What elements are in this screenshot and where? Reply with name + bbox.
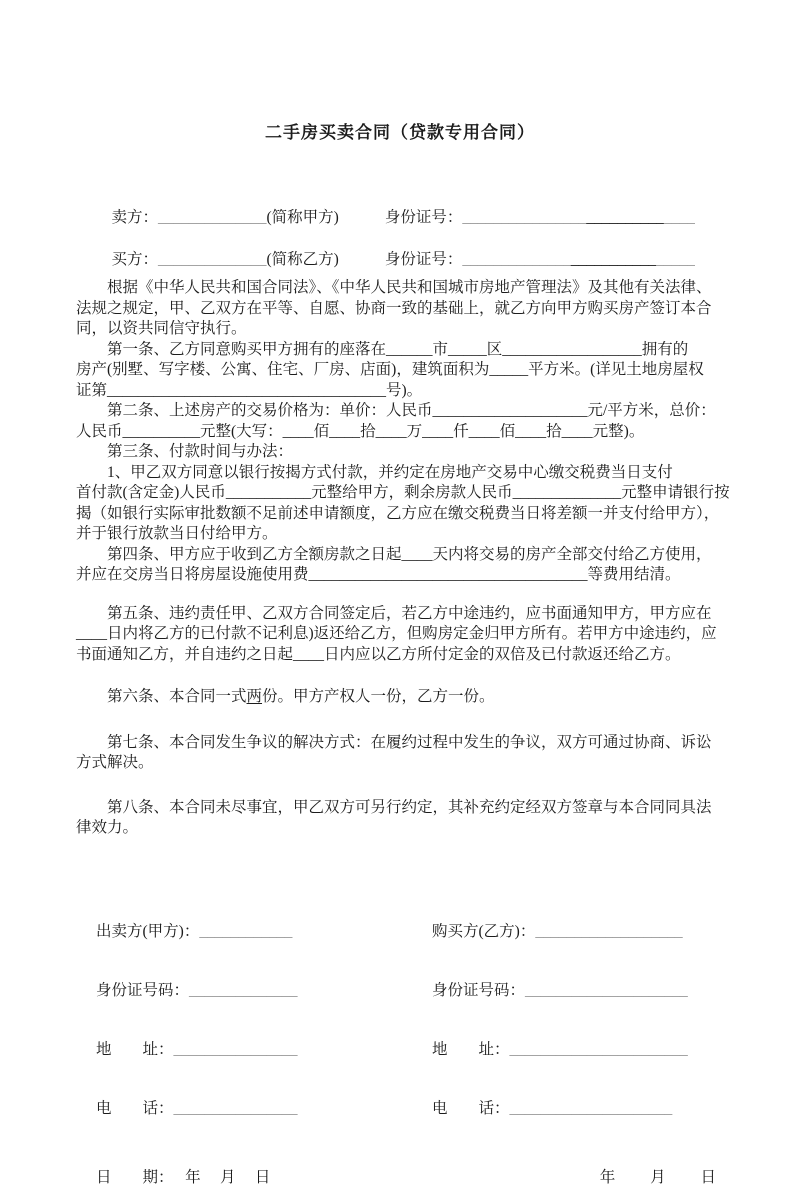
paragraph-clause8 <box>76 798 724 839</box>
paragraph-clause4 <box>76 545 724 586</box>
buyer-line <box>76 230 724 268</box>
contract-line: 方式解决。 <box>76 754 154 771</box>
contract-line: 法规之规定，甲、乙双方在平等、自愿、协商一致的基础上，就乙方向甲方购买房产签订本合 <box>76 299 712 317</box>
seller-sign-phone-blank: ________________ <box>173 1099 298 1117</box>
contract-line: 第一条、乙方同意购买甲方拥有的座落在______市_____区__________________拥有的 <box>76 340 689 358</box>
paragraph-intro <box>76 278 724 340</box>
buyer-id-blank-b: ___________ <box>570 251 657 268</box>
buyer-label: 买方： <box>111 251 159 268</box>
contract-line: 证第____________________________________号)。 <box>76 381 423 399</box>
buyer-id-blank-c: _____ <box>656 251 695 268</box>
seller-sign-name-line <box>96 920 432 943</box>
buyer-sign-id-label: 身份证号码： <box>432 981 526 999</box>
seller-sign-id-line <box>96 979 432 1002</box>
seller-sign-phone-label: 电 话： <box>96 1099 174 1117</box>
contract-line: 律效力。 <box>76 819 139 836</box>
buyer-alias: (简称乙方) <box>266 251 339 268</box>
buyer-sign-address-blank: _______________________ <box>509 1040 688 1058</box>
seller-id-label: 身份证号： <box>384 209 463 226</box>
contract-line: 首付款(含定金)人民币___________元整给甲方，剩余房款人民币______________元整申请银行按 <box>76 484 730 501</box>
contract-line: 并于银行放款当日付给甲方。 <box>76 525 278 542</box>
buyer-sign-name-label: 购买方(乙方)： <box>432 922 536 940</box>
buyer-sign-phone-line <box>432 1097 688 1120</box>
contract-line: 第三条、付款时间与办法： <box>76 443 294 460</box>
contract-line <box>76 687 724 708</box>
seller-sign-address-blank: ________________ <box>173 1040 298 1058</box>
paragraph-clause1 <box>76 340 724 402</box>
buyer-sign-phone-label: 电 话： <box>432 1099 510 1117</box>
seller-sign-id-blank: ______________ <box>189 981 298 999</box>
contract-line: 第二条、上述房产的交易价格为：单价：人民币____________________元/平方米，总价： <box>76 402 716 419</box>
paragraph-clause3-item1 <box>76 463 730 545</box>
seller-sign-name-blank: ____________ <box>199 922 293 940</box>
date-left: 日 期： 年 月 日 <box>96 1168 271 1186</box>
clause6-post: 份。甲方产权人一份，乙方一份。 <box>262 688 495 705</box>
buyer-sign-address-label: 地 址： <box>432 1040 510 1058</box>
seller-name-blank: ______________ <box>158 209 267 226</box>
seller-label: 卖方： <box>111 209 159 226</box>
buyer-name-blank: ______________ <box>158 251 267 268</box>
contract-line: 1、甲乙双方同意以银行按揭方式付款，并约定在房地产交易中心缴交税费当日支付 <box>76 463 673 481</box>
buyer-sign-name-blank: ___________________ <box>535 922 683 940</box>
contract-line: 房产(别墅、写字楼、公寓、住宅、厂房、店面)，建筑面积为_____平方米。(详见土地房屋权 <box>76 361 704 378</box>
paragraph-clause5 <box>76 604 724 666</box>
contract-line: 第四条、甲方应于收到乙方全额房款之日起____天内将交易的房产全部交付给乙方使用， <box>76 545 712 563</box>
buyer-sign-id-line <box>432 979 688 1002</box>
buyer-sign-phone-blank: _____________________ <box>509 1099 673 1117</box>
signature-right-column <box>432 884 688 1156</box>
contract-line: 根据《中华人民共和国合同法》、《中华人民共和国城市房地产管理法》及其他有关法律、 <box>76 279 712 296</box>
paragraph-clause7 <box>76 733 724 774</box>
contract-line: 同，以资共同信守执行。 <box>76 320 247 337</box>
date-row <box>76 1168 724 1188</box>
contract-line: ____日内将乙方的已付款不记利息)返还给乙方，但购房定金归甲方所有。若甲方中途违约，应 <box>76 625 717 642</box>
contract-line: 第七条、本合同发生争议的解决方式：在履约过程中发生的争议，双方可通过协商、诉讼 <box>76 733 712 751</box>
seller-sign-name-label: 出卖方(甲方)： <box>96 922 200 940</box>
paragraph-clause2 <box>76 401 724 442</box>
seller-sign-id-label: 身份证号码： <box>96 981 190 999</box>
buyer-sign-id-blank: _____________________ <box>525 981 688 999</box>
buyer-id-blank-a: ______________ <box>462 251 571 268</box>
buyer-sign-address-line <box>432 1038 688 1061</box>
contract-line: 书面通知乙方，并自违约之日起____日内应以乙方所付定金的双倍及已付款返还给乙方。 <box>76 645 681 663</box>
clause6-pre: 第六条、本合同一式 <box>76 688 247 705</box>
seller-id-blank-a: ________________ <box>462 209 587 226</box>
contract-line: 并应在交房当日将房屋设施使用费____________________________________等费用结清。 <box>76 566 681 583</box>
signature-left-column <box>96 884 432 1156</box>
buyer-sign-name-line <box>432 920 688 943</box>
contract-line: 人民币__________元整(大写：____佰____拾____万____仟____佰____拾____元整)。 <box>76 422 645 440</box>
contract-line: 第五条、违约责任甲、乙双方合同签定后，若乙方中途违约，应书面通知甲方，甲方应在 <box>76 604 712 622</box>
contract-line: 第八条、本合同未尽事宜，甲乙双方可另行约定，其补充约定经双方签章与本合同同具法 <box>76 798 712 816</box>
seller-alias: (简称甲方) <box>266 209 339 226</box>
buyer-id-label: 身份证号： <box>384 251 463 268</box>
seller-id-blank-c: ____ <box>663 209 695 226</box>
paragraph-clause3 <box>76 442 724 463</box>
contract-line: 揭（如银行实际审批数额不足前述申请额度，乙方应在缴交税费当日将差额一并支付给甲方）， <box>76 504 720 522</box>
seller-sign-phone-line <box>96 1097 432 1120</box>
signature-block <box>76 884 724 1156</box>
seller-id-blank-b: __________ <box>586 209 664 226</box>
paragraph-clause6 <box>76 687 724 708</box>
contract-body <box>76 278 730 839</box>
clause6-underlined-word: 两 <box>246 688 263 705</box>
seller-sign-address-line <box>96 1038 432 1061</box>
seller-line <box>76 188 724 226</box>
contract-title: 二手房买卖合同（贷款专用合同） <box>265 123 535 142</box>
seller-sign-address-label: 地 址： <box>96 1040 174 1058</box>
date-right: 年 月 日 <box>599 1168 716 1186</box>
